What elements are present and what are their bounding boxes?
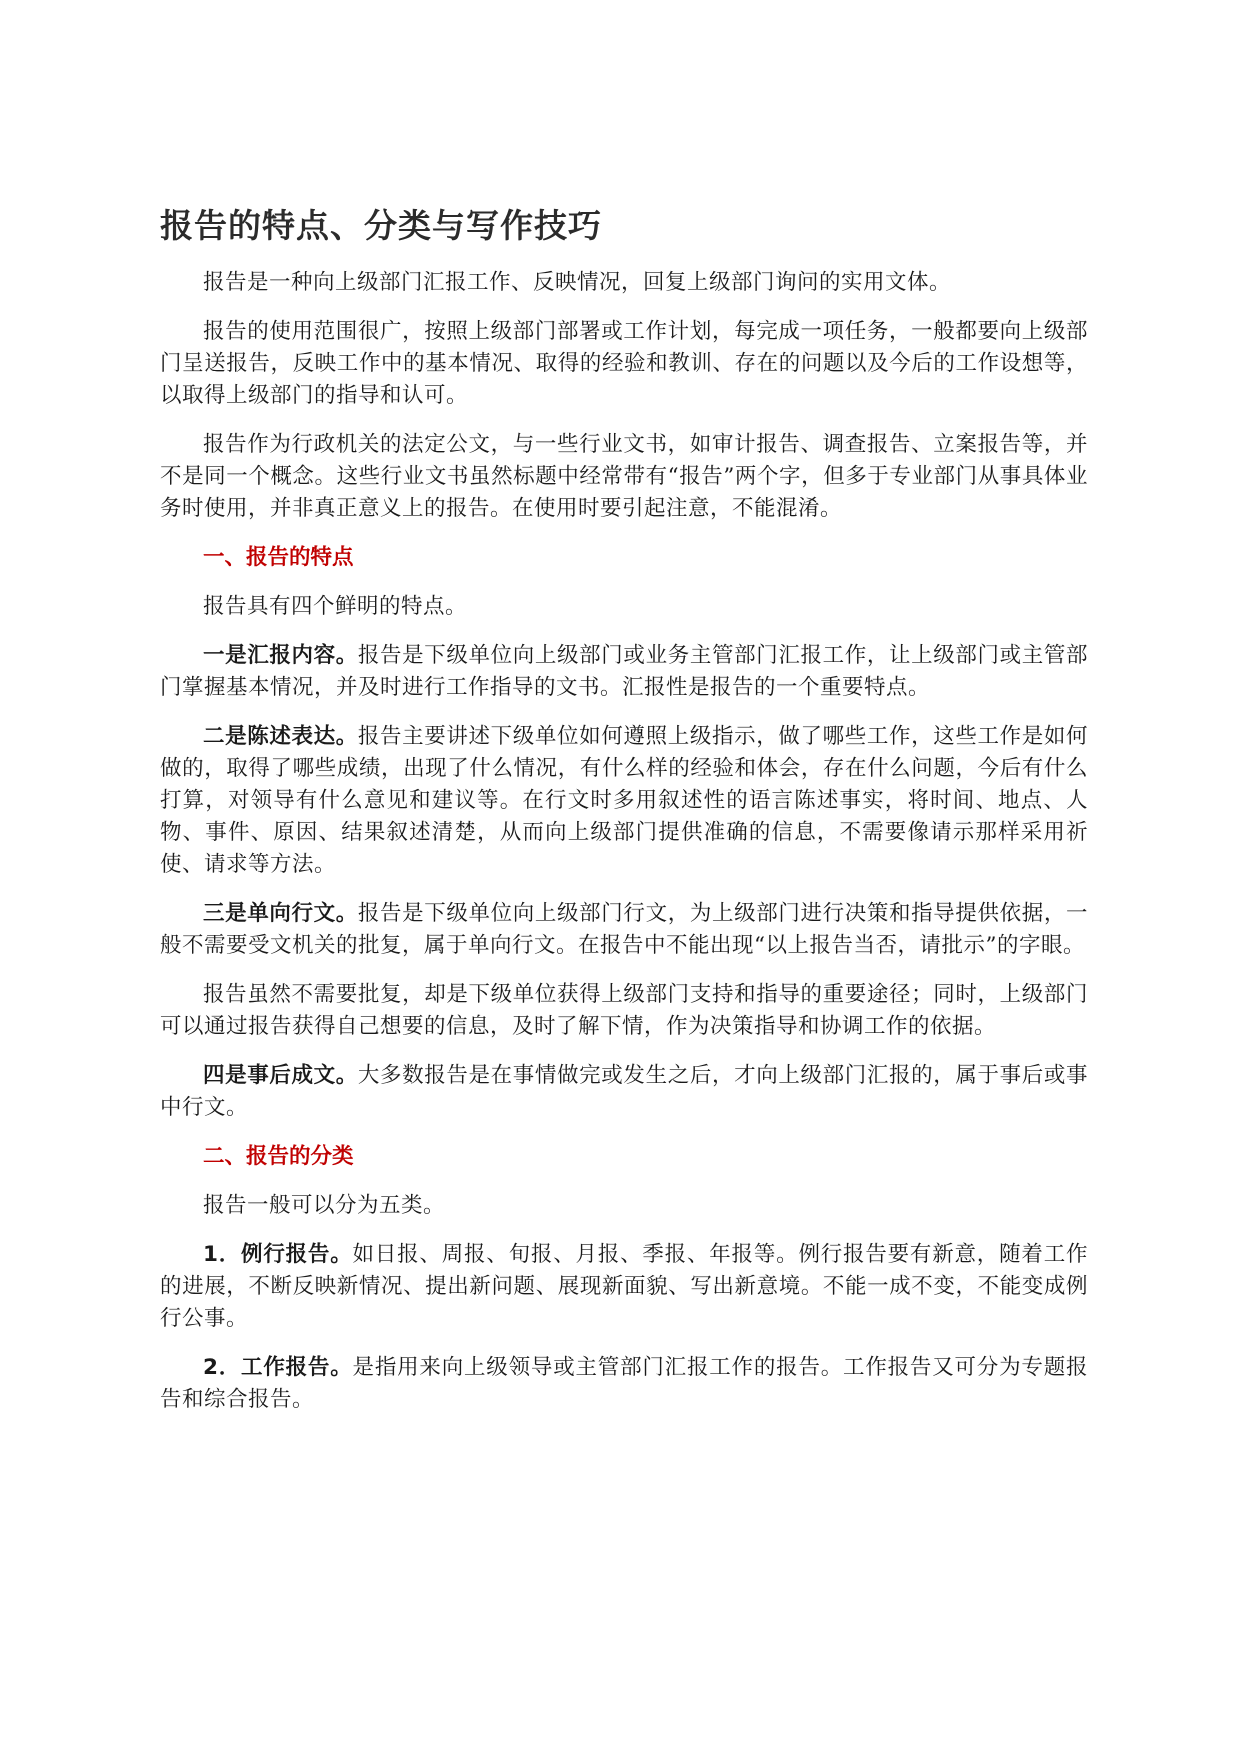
section-summary: 报告一般可以分为五类。	[203, 1193, 446, 1218]
body-paragraph: 报告虽然不需要批复，却是下级单位获得上级部门支持和指导的重要途径；同时，上级部门可以通过报告获得自己想要的信息，及时了解下情，作为决策指导和协调工作的依据。	[160, 982, 1088, 1039]
intro-paragraph: 报告作为行政机关的法定公文，与一些行业文书，如审计报告、调查报告、立案报告等，并不是同一个概念。这些行业文书虽然标题中经常带有“报告”两个字，但多于专业部门从事具体业务时使用，并非真正意义上的报告。在使用时要引起注意，不能混淆。	[160, 432, 1088, 521]
feature-paragraph	[160, 721, 1088, 881]
feature-text: 报告是下级单位向上级部门或业务主管部门汇报工作，让上级部门或主管部门掌握基本情况，并及时进行工作指导的文书。汇报性是报告的一个重要特点。	[160, 643, 1088, 700]
feature-text: 报告主要讲述下级单位如何遵照上级指示，做了哪些工作，这些工作是如何做的，取得了哪些成绩，出现了什么情况，有什么样的经验和体会，存在什么问题，今后有什么打算，对领导有什么意见和建议等。在行文时多用叙述性的语言陈述事实，将时间、地点、人物、事件、原因、结果叙述清楚，从而向上级部门提供准确的信息，不需要像请示那样采用祈使、请求等方法。	[160, 724, 1088, 877]
feature-paragraph	[160, 640, 1088, 704]
intro-paragraph: 报告是一种向上级部门汇报工作、反映情况，回复上级部门询问的实用文体。	[203, 270, 952, 295]
feature-paragraph	[160, 898, 1088, 962]
section-heading-features: 一、报告的特点	[203, 545, 354, 570]
feature-text: 大多数报告是在事情做完或发生之后，才向上级部门汇报的，属于事后或事中行文。	[160, 1063, 1088, 1120]
feature-text: 报告是下级单位向上级部门行文，为上级部门进行决策和指导提供依据，一般不需要受文机关的批复，属于单向行文。在报告中不能出现“以上报告当否，请批示”的字眼。	[160, 901, 1088, 958]
feature-lead: 一是汇报内容。	[203, 643, 358, 668]
category-paragraph	[160, 1352, 1088, 1416]
section-heading-categories: 二、报告的分类	[203, 1144, 354, 1169]
category-paragraph	[160, 1239, 1088, 1335]
document-page	[160, 203, 1088, 1433]
feature-lead: 四是事后成文。	[203, 1063, 358, 1088]
section-summary: 报告具有四个鲜明的特点。	[203, 594, 468, 619]
page-title: 报告的特点、分类与写作技巧	[160, 206, 602, 245]
category-text: 如日报、周报、旬报、月报、季报、年报等。例行报告要有新意，随着工作的进展，不断反映新情况、提出新问题、展现新面貌、写出新意境。不能一成不变，不能变成例行公事。	[160, 1242, 1088, 1331]
category-text: 是指用来向上级领导或主管部门汇报工作的报告。工作报告又可分为专题报告和综合报告。	[160, 1355, 1088, 1412]
feature-paragraph	[160, 1060, 1088, 1124]
category-lead: 2．工作报告。	[203, 1355, 353, 1380]
category-lead: 1．例行报告。	[203, 1242, 353, 1267]
intro-paragraph: 报告的使用范围很广，按照上级部门部署或工作计划，每完成一项任务，一般都要向上级部门呈送报告，反映工作中的基本情况、取得的经验和教训、存在的问题以及今后的工作设想等，以取得上级部门的指导和认可。	[160, 319, 1088, 408]
feature-lead: 三是单向行文。	[203, 901, 358, 926]
feature-lead: 二是陈述表达。	[203, 724, 358, 749]
